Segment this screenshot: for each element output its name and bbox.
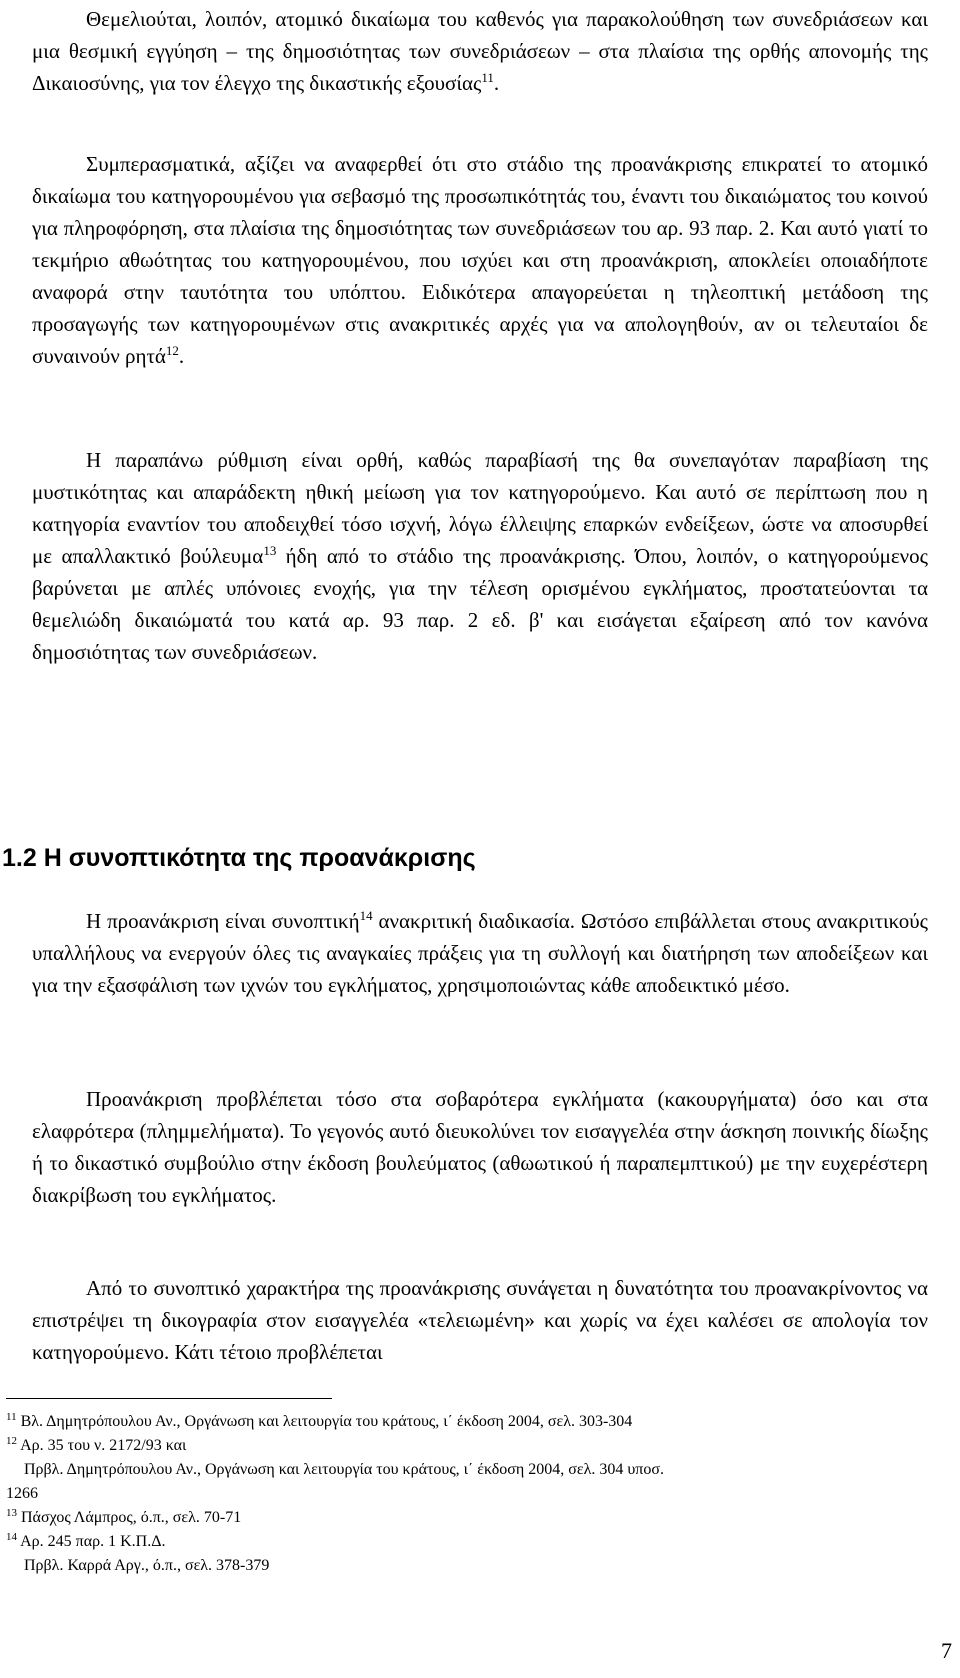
footnote-14: $^{14}$ Αρ. 245 παρ. 1 Κ.Π.Δ. [6, 1531, 166, 1550]
footnote-ref-12[interactable]: 12 [165, 343, 179, 358]
footnote-14-continuation: Πρβλ. Καρρά Αργ., ό.π., σελ. 378-379 [24, 1557, 270, 1574]
paragraph-2: Συμπερασματικά, αξίζει να αναφερθεί ότι στο στάδιο της προανάκρισης επικρατεί το ατομικό δικαίωμα του κατηγορουμένου για σεβασμό της προσωπικότητάς του, έναντι του δικαιώματος του κοινού για πληροφόρηση, στα πλαίσια της δημοσιότητας των συνεδριάσεων του αρ. 93 παρ. 2. Και αυτό γιατί το τεκμήριο αθωότητας του κατηγορουμένου, που ισχύει και στη προανάκριση, αποκλείει οποιαδήποτε αναφορά στην ταυτότητα του υπόπτου. Ειδικότερα απαγορεύεται η τηλεοπτική μετάδοση της προσαγωγής των κατηγορουμένων στις ανακριτικές αρχές για να απολογηθούν, αν οι τελευταίοι δε συναινούν ρητά$^{12}$. [32, 152, 928, 368]
footnote-12-continuation-2: 1266 [6, 1485, 38, 1502]
footnote-12: $^{12}$ Αρ. 35 του ν. 2172/93 και [6, 1435, 187, 1454]
page-number: 7 [941, 1638, 952, 1663]
paragraph-4: Η προανάκριση είναι συνοπτική$^{14}$ ανακριτική διαδικασία. Ωστόσο επιβάλλεται στους ανακριτικούς υπαλλήλους να ενεργούν όλες τις αναγκαίες πράξεις για τη συλλογή και διατήρηση των αποδείξεων και για την εξασφάλιση των ιχνών του εγκλήματος, χρησιμοποιώντας κάθε αποδεικτικό μέσο. [32, 908, 928, 997]
footnote-12-continuation: Πρβλ. Δημητρόπουλου Αν., Οργάνωση και λειτουργία του κράτους, ι΄ έκδοση 2004, σελ. 304 υποσ. [24, 1461, 664, 1478]
footnote-11: $^{11}$ Βλ. Δημητρόπουλου Αν., Οργάνωση και λειτουργία του κράτους, ι΄ έκδοση 2004, σελ. 303-304 [6, 1411, 633, 1430]
footnote-separator [6, 1398, 332, 1399]
footnote-ref-11[interactable]: 11 [481, 70, 494, 85]
paragraph-3: Η παραπάνω ρύθμιση είναι ορθή, καθώς παραβίασή της θα συνεπαγόταν παραβίαση της μυστικότητας και απαράδεκτη ηθική μείωση για τον κατηγορούμενο. Και αυτό σε περίπτωση που η κατηγορία εναντίον του αποδειχθεί τόσο ισχνή, λόγω έλλειψης επαρκών ενδείξεων, ώστε να αποσυρθεί με απαλλακτικό βούλευμα$^{13}$ ήδη από το στάδιο της προανάκρισης. Όπου, λοιπόν, ο κατηγορούμενος βαρύνεται με απλές υπόνοιες ενοχής, για την τέλεση ορισμένου εγκλήματος, προστατεύονται τα θεμελιώδη δικαιώματά του κατά αρ. 93 παρ. 2 εδ. β' και εισάγεται εξαίρεση από τον κανόνα δημοσιότητας των συνεδριάσεων. [32, 448, 928, 664]
section-heading: 1.2 Η συνοπτικότητα της προανάκρισης [2, 844, 476, 872]
footnote-ref-13[interactable]: 13 [263, 543, 277, 558]
footnote-ref-14[interactable]: 14 [359, 908, 373, 923]
footnote-13: $^{13}$ Πάσχος Λάμπρος, ό.π., σελ. 70-71 [6, 1507, 242, 1526]
paragraph-1: Θεμελιούται, λοιπόν, ατομικό δικαίωμα του καθενός για παρακολούθηση των συνεδριάσεων και μια θεσμική εγγύηση – της δημοσιότητας των συνεδριάσεων – στα πλαίσια της ορθής απονομής της Δικαιοσύνης, για τον έλεγχο της δικαστικής εξουσίας$^{11}$. [32, 7, 928, 95]
paragraph-6: Από το συνοπτικό χαρακτήρα της προανάκρισης συνάγεται η δυνατότητα του προανακρίνοντος να επιστρέψει τη δικογραφία στον εισαγγελέα «τελειωμένη» και χωρίς να έχει καλέσει σε απολογία τον κατηγορούμενο. Κάτι τέτοιο προβλέπεται [32, 1276, 928, 1364]
paragraph-5: Προανάκριση προβλέπεται τόσο στα σοβαρότερα εγκλήματα (κακουργήματα) όσο και στα ελαφρότερα (πλημμελήματα). Το γεγονός αυτό διευκολύνει τον εισαγγελέα στην άσκηση ποινικής δίωξης ή το δικαστικό συμβούλιο στην έκδοση βουλεύματος (αθωωτικού ή παραπεμπτικού) με την ευχερέστερη διακρίβωση του εγκλήματος. [32, 1087, 928, 1207]
